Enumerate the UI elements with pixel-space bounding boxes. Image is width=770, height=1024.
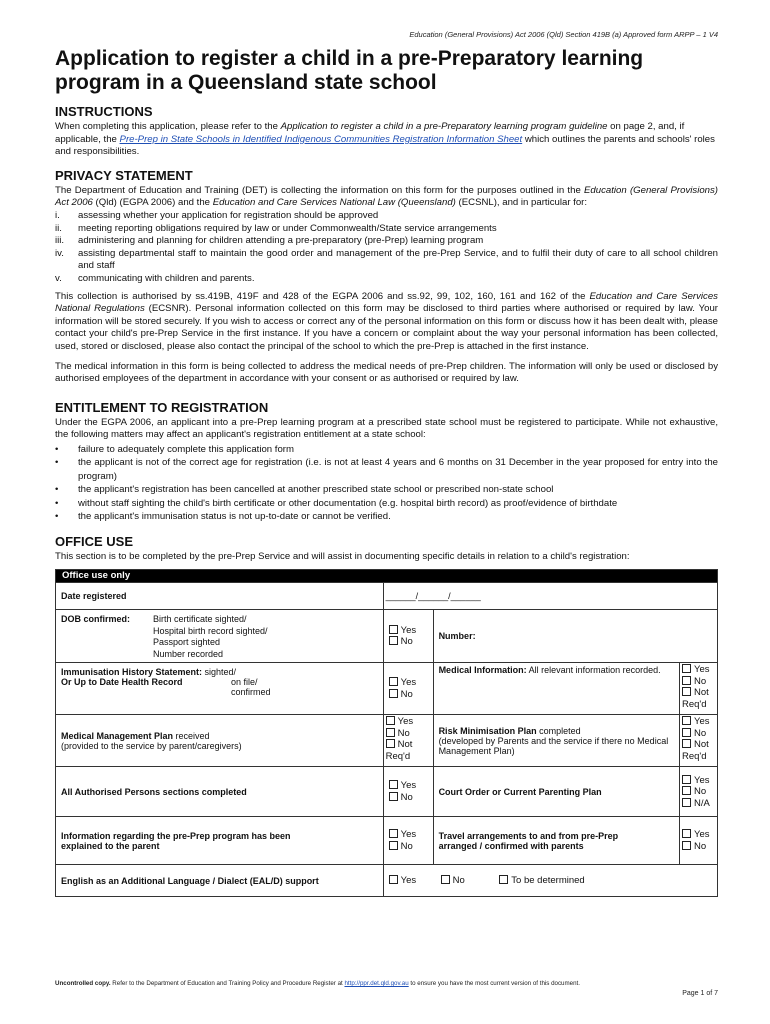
footer-notice: Uncontrolled copy. Refer to the Department of Education and Training Policy and Procedure Register at http://ppr.det.qld.gov.au to ensure you have the most current version of this document. [55, 980, 580, 987]
privacy-authorisation: This collection is authorised by ss.419B, 419F and 428 of the EGPA 2006 and ss.92, 99, 102, 160, 161 and 162 of the Education and Care Services National Regulations (ECSNR). Personal information collected on this form may be disclosed to third parties where authorised or required by law. Your information will be stored securely. If you wish to access or correct any of the personal information on this form or discuss how it has been dealt with, please contact your child's pre-Prep Service in the first instance. If you have a concern or complaint about the way your personal information has been collected, used, stored or disclosed, please also contact the principal of the school to which the pre-Prep is attached in the first instance. [55, 290, 718, 352]
auth-persons-no-checkbox[interactable]: No [389, 792, 428, 804]
travel-no-checkbox[interactable]: No [682, 841, 715, 853]
auth-persons-label: All Authorised Persons sections completed [56, 767, 384, 817]
rmp-no-checkbox[interactable]: No [682, 728, 715, 740]
medical-info-notreqd-checkbox[interactable]: Not Req'd [681, 687, 709, 710]
dob-option-hospital: Hospital birth record sighted/ [153, 625, 268, 636]
form-page [55, 30, 718, 897]
medical-info-no-checkbox[interactable]: No [682, 676, 715, 688]
dob-option-number: Number recorded [153, 648, 224, 659]
mmp-no-checkbox[interactable]: No [386, 728, 431, 740]
page-footer [55, 980, 718, 997]
date-registered-field[interactable]: ______/______/______ [385, 591, 481, 602]
list-item: i. assessing whether your application for registration should be approved [55, 209, 379, 221]
dob-no-checkbox[interactable]: No [389, 636, 428, 648]
immunisation-no-checkbox[interactable]: No [389, 689, 428, 701]
mmp-notreqd-checkbox[interactable]: Not Req'd [385, 739, 413, 762]
entitlement-intro: Under the EGPA 2006, an applicant into a pre-Prep learning program at a prescribed state school must be registered to participate. While not exhaustive, the following matters may affect an applicant's registration entitlement at a state school: [55, 416, 718, 441]
eald-tbd-checkbox[interactable]: To be determined [499, 875, 584, 887]
info-sheet-link[interactable]: Pre-Prep in State Schools in Identified Indigenous Communities Registration Information Sheet [119, 133, 523, 145]
travel-yes-checkbox[interactable]: Yes [682, 829, 715, 841]
page-title: Application to register a child in a pre-Preparatory learning program in a Queensland state school [55, 47, 644, 94]
privacy-intro: The Department of Education and Training (DET) is collecting the information on this form for the purposes outlined in the Education (General Provisions) Act 2006 (Qld) (EGPA 2006) and the Education and Care Services National Law (Queensland) (ECSNL), and in particular for: [55, 184, 718, 209]
info-program-yes-checkbox[interactable]: Yes [389, 829, 428, 841]
entitlement-heading: ENTITLEMENT TO REGISTRATION [55, 399, 269, 415]
office-use-intro: This section is to be completed by the pre-Prep Service and will assist in documenting specific details in relation to a child's registration: [55, 550, 630, 562]
list-item: • without staff sighting the child's birth certificate or other documentation (e.g. hospital birth record) as proof/evidence of birthdate [55, 497, 618, 509]
list-item: iii. administering and planning for children attending a pre-preparatory (pre-Prep) learning program [55, 235, 484, 247]
dob-cell [56, 610, 384, 663]
medical-info-yes-checkbox[interactable]: Yes [682, 664, 715, 676]
court-order-no-checkbox[interactable]: No [682, 786, 715, 798]
mmp-cell: Medical Management Plan received (provided to the service by parent/caregivers) [56, 715, 384, 767]
mmp-yes-checkbox[interactable]: Yes [386, 716, 431, 728]
office-use-heading: OFFICE USE [55, 533, 134, 549]
travel-label: Travel arrangements to and from pre-Prep arranged / confirmed with parents [433, 817, 679, 865]
list-item: • the applicant is not of the correct age for registration (i.e. is not at least 4 years and 6 months on 31 December in the year proposed for entry into the program) [55, 457, 718, 482]
medical-info-cell: Medical Information: All relevant information recorded. [433, 663, 679, 715]
privacy-purposes-list [55, 210, 718, 286]
dob-option-passport: Passport sighted [153, 637, 221, 648]
dob-label: DOB confirmed: [61, 614, 131, 625]
info-program-no-checkbox[interactable]: No [389, 841, 428, 853]
eald-no-checkbox[interactable]: No [441, 875, 465, 887]
list-item: ii. meeting reporting obligations required by law or under Commonwealth/State service arrangements [55, 222, 497, 234]
dob-number-label[interactable]: Number: [433, 610, 717, 663]
instructions-heading: INSTRUCTIONS [55, 104, 153, 119]
ppr-link[interactable]: http://ppr.det.qld.gov.au [344, 980, 409, 987]
office-use-table-header: Office use only [56, 570, 718, 583]
info-program-label: Information regarding the pre-Prep program has been explained to the parent [56, 817, 384, 865]
privacy-medical: The medical information in this form is being collected to address the medical needs of pre-Prep children. The information will only be used or disclosed by authorised employees of the department in accordance with your consent or as authorised or required by law. [55, 360, 718, 385]
form-reference: Education (General Provisions) Act 2006 (Qld) Section 419B (a) Approved form ARPP – 1 V4 [409, 30, 718, 39]
court-order-yes-checkbox[interactable]: Yes [682, 775, 715, 787]
date-registered-label: Date registered [56, 583, 384, 610]
instructions-text: When completing this application, please refer to the Application to register a child in a pre-Preparatory learning program guideline on page 2, and, if applicable, the Pre-Prep in State Schools in Identified Indigenous Communities Registration Information Sheet which outlines the parents and schools' roles and responsibilities. [55, 121, 715, 158]
court-order-na-checkbox[interactable]: N/A [682, 798, 715, 810]
immunisation-yes-checkbox[interactable]: Yes [389, 677, 428, 689]
rmp-notreqd-checkbox[interactable]: Not Req'd [681, 739, 709, 762]
list-item: iv. assisting departmental staff to maintain the good order and management of the pre-Prep Service, and to fulfil their duty of care to all school children and staff [55, 247, 718, 272]
page-number: Page 1 of 7 [682, 990, 718, 997]
list-item: v. communicating with children and parents. [55, 272, 255, 284]
immunisation-cell: Immunisation History Statement: sighted/ Or Up to Date Health Record on file/ confirmed [56, 663, 384, 715]
rmp-cell: Risk Minimisation Plan completed (developed by Parents and the service if there no Medical Management Plan) [433, 715, 679, 767]
dob-yes-checkbox[interactable]: Yes [389, 625, 428, 637]
list-item: • the applicant's immunisation status is not up-to-date or cannot be verified. [55, 511, 391, 523]
office-use-table [55, 569, 718, 897]
court-order-label: Court Order or Current Parenting Plan [433, 767, 679, 817]
eald-label: English as an Additional Language / Dialect (EAL/D) support [56, 865, 384, 897]
rmp-yes-checkbox[interactable]: Yes [682, 716, 715, 728]
eald-yes-checkbox[interactable]: Yes [389, 875, 417, 887]
list-item: • failure to adequately complete this application form [55, 443, 294, 455]
list-item: • the applicant's registration has been cancelled at another prescribed state school or prescribed non-state school [55, 484, 554, 496]
entitlement-list [55, 443, 718, 524]
privacy-heading: PRIVACY STATEMENT [55, 167, 193, 183]
dob-option-birth-cert: Birth certificate sighted/ [153, 614, 247, 625]
auth-persons-yes-checkbox[interactable]: Yes [389, 780, 428, 792]
